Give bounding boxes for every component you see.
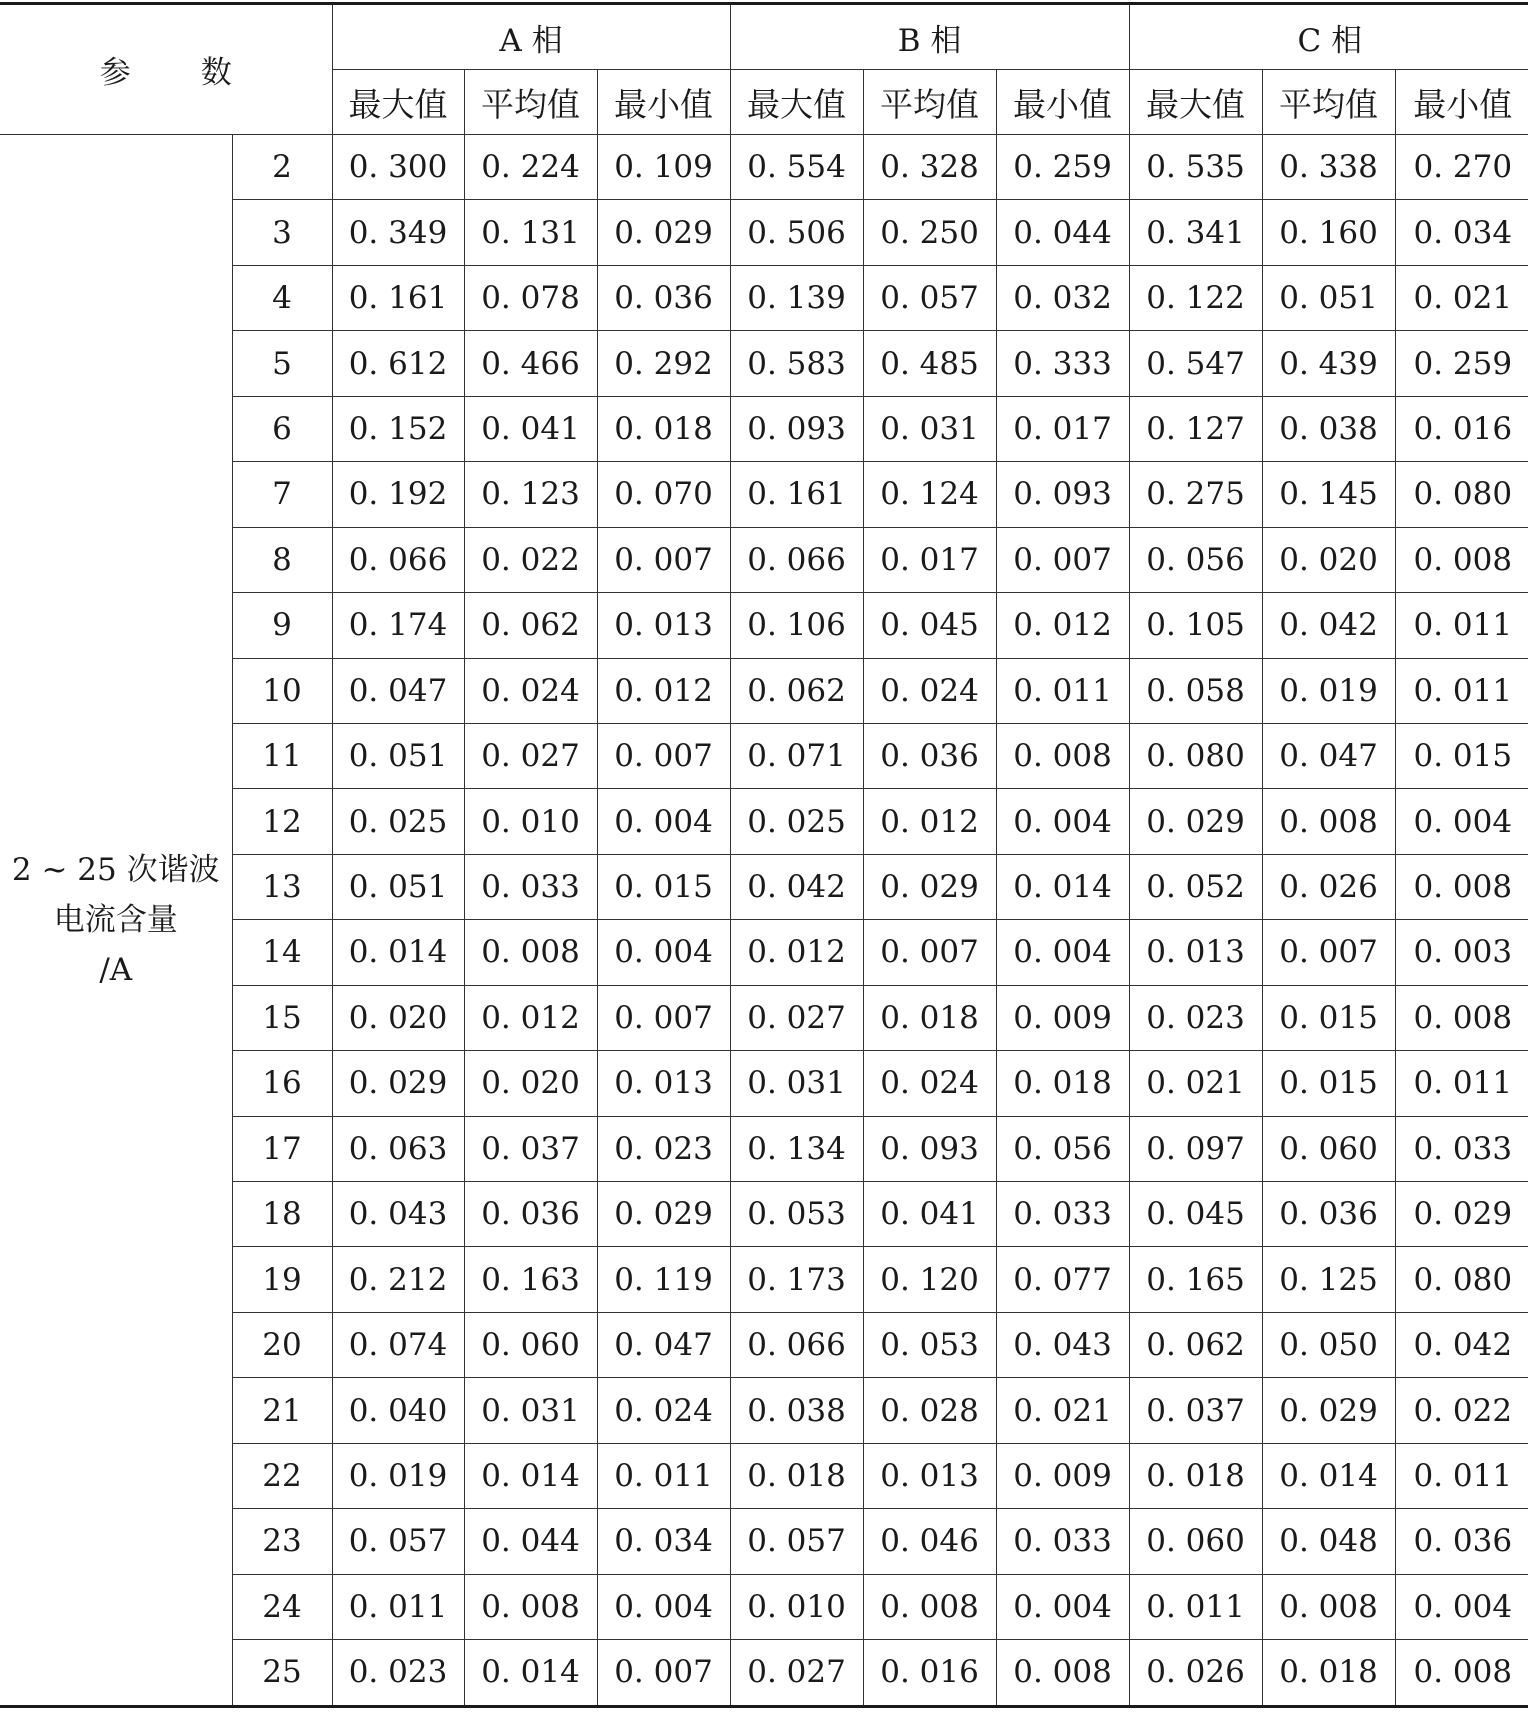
value-cell: 0. 105 — [1129, 593, 1262, 658]
value-cell: 0. 025 — [730, 789, 863, 854]
value-cell: 0. 007 — [996, 527, 1129, 592]
harmonic-order-cell: 22 — [232, 1443, 332, 1508]
value-cell: 0. 029 — [1129, 789, 1262, 854]
value-cell: 0. 047 — [597, 1312, 730, 1377]
value-cell: 0. 021 — [1395, 265, 1528, 330]
value-cell: 0. 062 — [1129, 1312, 1262, 1377]
value-cell: 0. 009 — [996, 985, 1129, 1050]
value-cell: 0. 013 — [1129, 920, 1262, 985]
value-cell: 0. 004 — [996, 789, 1129, 854]
value-cell: 0. 008 — [1395, 1640, 1528, 1706]
value-cell: 0. 109 — [597, 135, 730, 200]
stat-header-b-min: 最小值 — [996, 70, 1129, 135]
value-cell: 0. 033 — [996, 1509, 1129, 1574]
value-cell: 0. 060 — [464, 1312, 597, 1377]
value-cell: 0. 015 — [1262, 1051, 1395, 1116]
value-cell: 0. 018 — [597, 396, 730, 461]
stat-header-a-avg: 平均值 — [464, 70, 597, 135]
value-cell: 0. 026 — [1129, 1640, 1262, 1706]
value-cell: 0. 032 — [996, 265, 1129, 330]
value-cell: 0. 145 — [1262, 462, 1395, 527]
value-cell: 0. 029 — [1262, 1378, 1395, 1443]
value-cell: 0. 031 — [863, 396, 996, 461]
value-cell: 0. 003 — [1395, 920, 1528, 985]
value-cell: 0. 009 — [996, 1443, 1129, 1508]
value-cell: 0. 022 — [1395, 1378, 1528, 1443]
value-cell: 0. 018 — [996, 1051, 1129, 1116]
value-cell: 0. 044 — [996, 200, 1129, 265]
harmonic-order-cell: 8 — [232, 527, 332, 592]
value-cell: 0. 024 — [597, 1378, 730, 1443]
value-cell: 0. 011 — [1395, 658, 1528, 723]
value-cell: 0. 053 — [730, 1182, 863, 1247]
value-cell: 0. 029 — [863, 854, 996, 919]
stat-header-c-min: 最小值 — [1395, 70, 1528, 135]
harmonic-order-cell: 4 — [232, 265, 332, 330]
value-cell: 0. 341 — [1129, 200, 1262, 265]
value-cell: 0. 134 — [730, 1116, 863, 1181]
value-cell: 0. 554 — [730, 135, 863, 200]
value-cell: 0. 015 — [1262, 985, 1395, 1050]
value-cell: 0. 034 — [597, 1509, 730, 1574]
value-cell: 0. 124 — [863, 462, 996, 527]
value-cell: 0. 020 — [332, 985, 464, 1050]
value-cell: 0. 008 — [1395, 527, 1528, 592]
value-cell: 0. 025 — [332, 789, 464, 854]
header-row-phases — [0, 4, 1528, 70]
value-cell: 0. 165 — [1129, 1247, 1262, 1312]
value-cell: 0. 004 — [996, 920, 1129, 985]
value-cell: 0. 037 — [464, 1116, 597, 1181]
value-cell: 0. 173 — [730, 1247, 863, 1312]
value-cell: 0. 163 — [464, 1247, 597, 1312]
value-cell: 0. 019 — [332, 1443, 464, 1508]
value-cell: 0. 010 — [464, 789, 597, 854]
value-cell: 0. 014 — [464, 1640, 597, 1706]
value-cell: 0. 106 — [730, 593, 863, 658]
harmonic-order-cell: 13 — [232, 854, 332, 919]
value-cell: 0. 056 — [1129, 527, 1262, 592]
harmonic-order-cell: 19 — [232, 1247, 332, 1312]
value-cell: 0. 062 — [464, 593, 597, 658]
value-cell: 0. 014 — [464, 1443, 597, 1508]
value-cell: 0. 047 — [332, 658, 464, 723]
harmonic-order-cell: 11 — [232, 723, 332, 788]
value-cell: 0. 043 — [996, 1312, 1129, 1377]
value-cell: 0. 031 — [464, 1378, 597, 1443]
value-cell: 0. 060 — [1129, 1509, 1262, 1574]
value-cell: 0. 024 — [863, 658, 996, 723]
value-cell: 0. 078 — [464, 265, 597, 330]
value-cell: 0. 038 — [1262, 396, 1395, 461]
value-cell: 0. 042 — [1262, 593, 1395, 658]
value-cell: 0. 485 — [863, 331, 996, 396]
value-cell: 0. 023 — [332, 1640, 464, 1706]
value-cell: 0. 506 — [730, 200, 863, 265]
value-cell: 0. 008 — [996, 723, 1129, 788]
row-group-label-line2: 电流含量 — [53, 901, 178, 938]
value-cell: 0. 026 — [1262, 854, 1395, 919]
value-cell: 0. 439 — [1262, 331, 1395, 396]
value-cell: 0. 066 — [730, 1312, 863, 1377]
value-cell: 0. 259 — [1395, 331, 1528, 396]
value-cell: 0. 041 — [863, 1182, 996, 1247]
value-cell: 0. 033 — [1395, 1116, 1528, 1181]
param-header — [0, 4, 332, 135]
value-cell: 0. 045 — [1129, 1182, 1262, 1247]
value-cell: 0. 270 — [1395, 135, 1528, 200]
value-cell: 0. 047 — [1262, 723, 1395, 788]
value-cell: 0. 019 — [1262, 658, 1395, 723]
value-cell: 0. 036 — [597, 265, 730, 330]
value-cell: 0. 017 — [996, 396, 1129, 461]
harmonic-current-table — [0, 2, 1528, 1708]
value-cell: 0. 160 — [1262, 200, 1395, 265]
harmonic-order-cell: 20 — [232, 1312, 332, 1377]
value-cell: 0. 123 — [464, 462, 597, 527]
value-cell: 0. 066 — [332, 527, 464, 592]
value-cell: 0. 008 — [1262, 1574, 1395, 1639]
value-cell: 0. 008 — [1395, 854, 1528, 919]
value-cell: 0. 174 — [332, 593, 464, 658]
value-cell: 0. 125 — [1262, 1247, 1395, 1312]
value-cell: 0. 029 — [597, 1182, 730, 1247]
value-cell: 0. 007 — [597, 1640, 730, 1706]
value-cell: 0. 011 — [996, 658, 1129, 723]
value-cell: 0. 080 — [1395, 462, 1528, 527]
value-cell: 0. 535 — [1129, 135, 1262, 200]
value-cell: 0. 027 — [464, 723, 597, 788]
value-cell: 0. 057 — [863, 265, 996, 330]
stat-header-b-avg: 平均值 — [863, 70, 996, 135]
value-cell: 0. 022 — [464, 527, 597, 592]
value-cell: 0. 127 — [1129, 396, 1262, 461]
value-cell: 0. 013 — [597, 1051, 730, 1116]
value-cell: 0. 275 — [1129, 462, 1262, 527]
value-cell: 0. 012 — [996, 593, 1129, 658]
value-cell: 0. 041 — [464, 396, 597, 461]
value-cell: 0. 466 — [464, 331, 597, 396]
param-header-char-1: 参 — [99, 55, 131, 91]
table-body — [0, 135, 1528, 1707]
value-cell: 0. 056 — [996, 1116, 1129, 1181]
row-group-label — [0, 135, 232, 1707]
value-cell: 0. 161 — [730, 462, 863, 527]
value-cell: 0. 029 — [597, 200, 730, 265]
value-cell: 0. 063 — [332, 1116, 464, 1181]
value-cell: 0. 042 — [730, 854, 863, 919]
value-cell: 0. 292 — [597, 331, 730, 396]
value-cell: 0. 024 — [863, 1051, 996, 1116]
value-cell: 0. 011 — [1395, 1051, 1528, 1116]
value-cell: 0. 046 — [863, 1509, 996, 1574]
value-cell: 0. 052 — [1129, 854, 1262, 919]
value-cell: 0. 004 — [996, 1574, 1129, 1639]
value-cell: 0. 060 — [1262, 1116, 1395, 1181]
value-cell: 0. 333 — [996, 331, 1129, 396]
value-cell: 0. 074 — [332, 1312, 464, 1377]
value-cell: 0. 012 — [597, 658, 730, 723]
value-cell: 0. 048 — [1262, 1509, 1395, 1574]
stat-header-c-max: 最大值 — [1129, 70, 1262, 135]
harmonic-order-cell: 14 — [232, 920, 332, 985]
value-cell: 0. 007 — [863, 920, 996, 985]
value-cell: 0. 008 — [996, 1640, 1129, 1706]
value-cell: 0. 034 — [1395, 200, 1528, 265]
value-cell: 0. 015 — [597, 854, 730, 919]
harmonic-order-cell: 2 — [232, 135, 332, 200]
value-cell: 0. 119 — [597, 1247, 730, 1312]
phase-c-header: C 相 — [1129, 4, 1528, 70]
value-cell: 0. 077 — [996, 1247, 1129, 1312]
value-cell: 0. 033 — [464, 854, 597, 919]
stat-header-c-avg: 平均值 — [1262, 70, 1395, 135]
harmonic-order-cell: 7 — [232, 462, 332, 527]
harmonic-order-cell: 24 — [232, 1574, 332, 1639]
stat-header-a-min: 最小值 — [597, 70, 730, 135]
value-cell: 0. 007 — [597, 985, 730, 1050]
value-cell: 0. 007 — [597, 723, 730, 788]
value-cell: 0. 011 — [1129, 1574, 1262, 1639]
value-cell: 0. 036 — [1395, 1509, 1528, 1574]
value-cell: 0. 014 — [332, 920, 464, 985]
value-cell: 0. 583 — [730, 331, 863, 396]
value-cell: 0. 042 — [1395, 1312, 1528, 1377]
value-cell: 0. 050 — [1262, 1312, 1395, 1377]
value-cell: 0. 036 — [1262, 1182, 1395, 1247]
value-cell: 0. 036 — [464, 1182, 597, 1247]
value-cell: 0. 152 — [332, 396, 464, 461]
harmonic-order-cell: 5 — [232, 331, 332, 396]
value-cell: 0. 027 — [730, 985, 863, 1050]
stat-header-a-max: 最大值 — [332, 70, 464, 135]
value-cell: 0. 024 — [464, 658, 597, 723]
value-cell: 0. 053 — [863, 1312, 996, 1377]
row-group-label-line3: /A — [99, 951, 133, 988]
value-cell: 0. 547 — [1129, 331, 1262, 396]
value-cell: 0. 051 — [1262, 265, 1395, 330]
harmonic-order-cell: 17 — [232, 1116, 332, 1181]
value-cell: 0. 010 — [730, 1574, 863, 1639]
value-cell: 0. 023 — [597, 1116, 730, 1181]
value-cell: 0. 004 — [597, 920, 730, 985]
value-cell: 0. 300 — [332, 135, 464, 200]
harmonic-order-cell: 10 — [232, 658, 332, 723]
value-cell: 0. 051 — [332, 854, 464, 919]
value-cell: 0. 044 — [464, 1509, 597, 1574]
value-cell: 0. 008 — [464, 920, 597, 985]
value-cell: 0. 007 — [597, 527, 730, 592]
value-cell: 0. 016 — [863, 1640, 996, 1706]
value-cell: 0. 037 — [1129, 1378, 1262, 1443]
harmonic-order-cell: 3 — [232, 200, 332, 265]
value-cell: 0. 007 — [1262, 920, 1395, 985]
value-cell: 0. 070 — [597, 462, 730, 527]
value-cell: 0. 021 — [996, 1378, 1129, 1443]
value-cell: 0. 004 — [1395, 1574, 1528, 1639]
value-cell: 0. 033 — [996, 1182, 1129, 1247]
value-cell: 0. 012 — [730, 920, 863, 985]
value-cell: 0. 093 — [730, 396, 863, 461]
value-cell: 0. 004 — [1395, 789, 1528, 854]
harmonic-order-cell: 9 — [232, 593, 332, 658]
value-cell: 0. 020 — [1262, 527, 1395, 592]
value-cell: 0. 014 — [1262, 1443, 1395, 1508]
value-cell: 0. 008 — [1262, 789, 1395, 854]
value-cell: 0. 011 — [1395, 1443, 1528, 1508]
value-cell: 0. 080 — [1395, 1247, 1528, 1312]
value-cell: 0. 004 — [597, 1574, 730, 1639]
harmonic-order-cell: 23 — [232, 1509, 332, 1574]
value-cell: 0. 250 — [863, 200, 996, 265]
value-cell: 0. 051 — [332, 723, 464, 788]
value-cell: 0. 057 — [730, 1509, 863, 1574]
value-cell: 0. 062 — [730, 658, 863, 723]
value-cell: 0. 071 — [730, 723, 863, 788]
value-cell: 0. 131 — [464, 200, 597, 265]
value-cell: 0. 027 — [730, 1640, 863, 1706]
value-cell: 0. 612 — [332, 331, 464, 396]
value-cell: 0. 192 — [332, 462, 464, 527]
value-cell: 0. 040 — [332, 1378, 464, 1443]
value-cell: 0. 018 — [863, 985, 996, 1050]
value-cell: 0. 045 — [863, 593, 996, 658]
phase-a-header: A 相 — [332, 4, 730, 70]
value-cell: 0. 017 — [863, 527, 996, 592]
value-cell: 0. 011 — [597, 1443, 730, 1508]
value-cell: 0. 349 — [332, 200, 464, 265]
value-cell: 0. 013 — [597, 593, 730, 658]
value-cell: 0. 259 — [996, 135, 1129, 200]
value-cell: 0. 023 — [1129, 985, 1262, 1050]
value-cell: 0. 012 — [464, 985, 597, 1050]
value-cell: 0. 093 — [996, 462, 1129, 527]
harmonic-order-cell: 16 — [232, 1051, 332, 1116]
value-cell: 0. 122 — [1129, 265, 1262, 330]
value-cell: 0. 018 — [730, 1443, 863, 1508]
value-cell: 0. 058 — [1129, 658, 1262, 723]
value-cell: 0. 015 — [1395, 723, 1528, 788]
value-cell: 0. 066 — [730, 527, 863, 592]
value-cell: 0. 212 — [332, 1247, 464, 1312]
value-cell: 0. 029 — [1395, 1182, 1528, 1247]
value-cell: 0. 018 — [1129, 1443, 1262, 1508]
harmonic-order-cell: 25 — [232, 1640, 332, 1706]
value-cell: 0. 008 — [464, 1574, 597, 1639]
value-cell: 0. 008 — [1395, 985, 1528, 1050]
value-cell: 0. 328 — [863, 135, 996, 200]
value-cell: 0. 011 — [332, 1574, 464, 1639]
value-cell: 0. 004 — [597, 789, 730, 854]
value-cell: 0. 093 — [863, 1116, 996, 1181]
table-row — [0, 135, 1528, 200]
value-cell: 0. 097 — [1129, 1116, 1262, 1181]
value-cell: 0. 016 — [1395, 396, 1528, 461]
row-group-label-line1: 2 ~ 25 次谐波 — [11, 851, 220, 888]
value-cell: 0. 036 — [863, 723, 996, 788]
value-cell: 0. 038 — [730, 1378, 863, 1443]
value-cell: 0. 057 — [332, 1509, 464, 1574]
phase-b-header: B 相 — [730, 4, 1129, 70]
value-cell: 0. 028 — [863, 1378, 996, 1443]
value-cell: 0. 080 — [1129, 723, 1262, 788]
value-cell: 0. 021 — [1129, 1051, 1262, 1116]
harmonic-order-cell: 15 — [232, 985, 332, 1050]
value-cell: 0. 161 — [332, 265, 464, 330]
value-cell: 0. 139 — [730, 265, 863, 330]
value-cell: 0. 120 — [863, 1247, 996, 1312]
value-cell: 0. 029 — [332, 1051, 464, 1116]
stat-header-b-max: 最大值 — [730, 70, 863, 135]
value-cell: 0. 014 — [996, 854, 1129, 919]
value-cell: 0. 338 — [1262, 135, 1395, 200]
value-cell: 0. 008 — [863, 1574, 996, 1639]
value-cell: 0. 018 — [1262, 1640, 1395, 1706]
value-cell: 0. 012 — [863, 789, 996, 854]
param-header-char-2: 数 — [200, 55, 232, 91]
value-cell: 0. 031 — [730, 1051, 863, 1116]
harmonic-order-cell: 6 — [232, 396, 332, 461]
harmonic-order-cell: 12 — [232, 789, 332, 854]
harmonic-order-cell: 18 — [232, 1182, 332, 1247]
value-cell: 0. 020 — [464, 1051, 597, 1116]
value-cell: 0. 011 — [1395, 593, 1528, 658]
value-cell: 0. 224 — [464, 135, 597, 200]
harmonic-order-cell: 21 — [232, 1378, 332, 1443]
value-cell: 0. 013 — [863, 1443, 996, 1508]
value-cell: 0. 043 — [332, 1182, 464, 1247]
